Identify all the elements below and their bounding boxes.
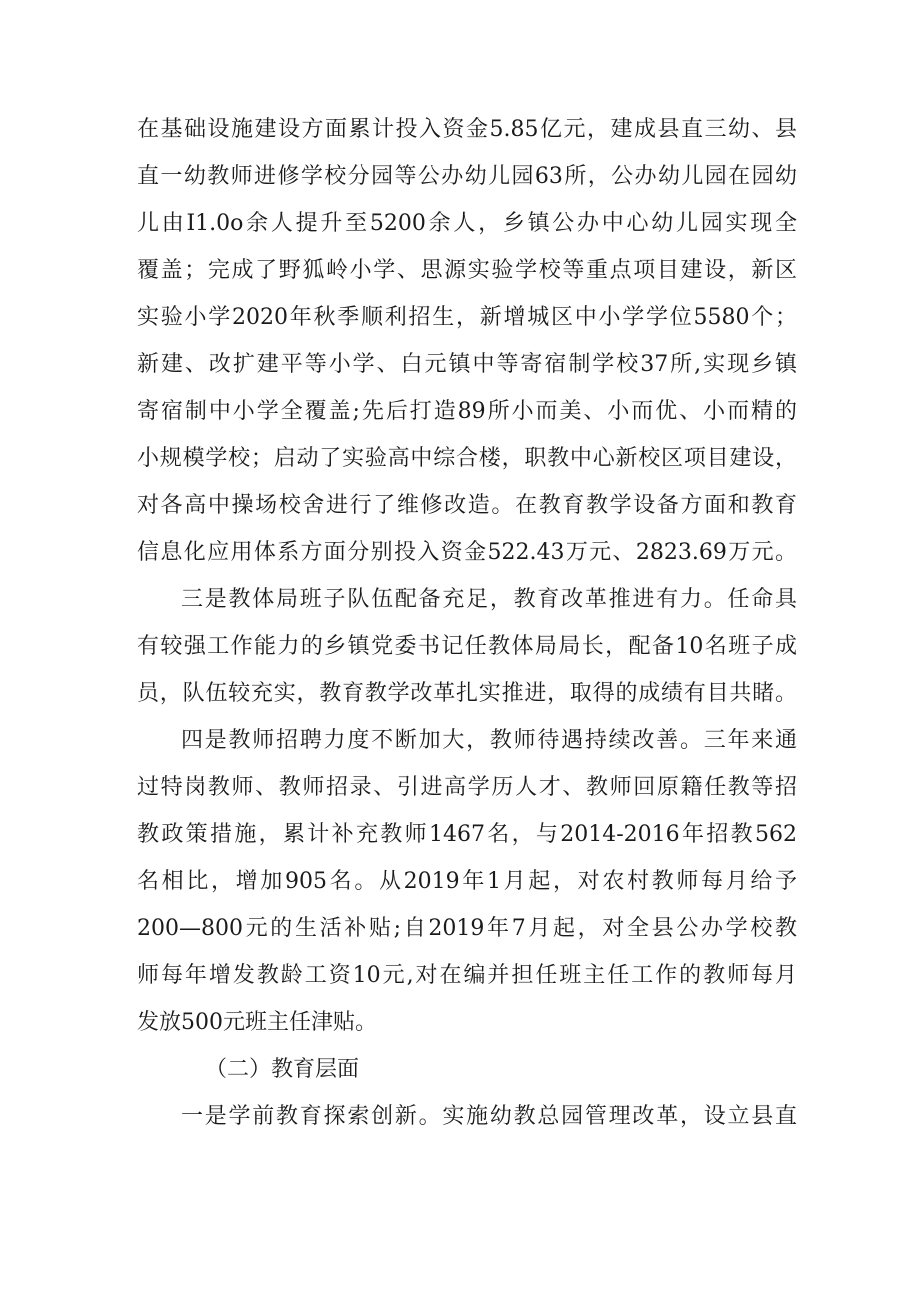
text-line: 小规模学校；启动了实验高中综合楼，职教中心新校区项目建设， [137, 446, 797, 471]
text-line: 儿由I1.0o余人提升至5200余人，乡镇公办中心幼儿园实现全 [137, 211, 797, 236]
text-line: 有较强工作能力的乡镇党委书记任教体局局长，配备10名班子成 [137, 634, 797, 659]
text-line: 师每年增发教龄工资10元,对在编并担任班主任工作的教师每月 [137, 963, 797, 988]
paragraph-start-line: 一是学前教育探索创新。实施幼教总园管理改革，设立县直 [181, 1104, 797, 1129]
paragraph-end-line: 发放500元班主任津贴。 [137, 1010, 377, 1035]
text-line: 实验小学2020年秋季顺利招生，新增城区中小学学位5580个； [137, 305, 797, 330]
text-line: 新建、改扩建平等小学、白元镇中等寄宿制学校37所,实现乡镇 [137, 352, 797, 377]
text-line: 覆盖；完成了野狐岭小学、思源实验学校等重点项目建设，新区 [137, 258, 797, 283]
text-line: 200—800元的生活补贴;自2019年7月起，对全县公办学校教 [137, 916, 797, 941]
document-body [137, 106, 797, 1140]
paragraph-start-line: 三是教体局班子队伍配备充足，教育改革推进有力。任命具 [181, 587, 797, 612]
text-line: 教政策措施，累计补充教师1467名，与2014-2016年招教562 [137, 822, 797, 847]
text-line: 过特岗教师、教师招录、引进高学历人才、教师回原籍任教等招 [137, 775, 797, 800]
text-line: 直一幼教师进修学校分园等公办幼儿园63所，公办幼儿园在园幼 [137, 164, 797, 189]
text-line: 在基础设施建设方面累计投入资金5.85亿元，建成县直三幼、县 [137, 117, 797, 142]
text-line: 员，队伍较充实，教育教学改革扎实推进，取得的成绩有目共睹。 [137, 681, 797, 706]
text-line: 寄宿制中小学全覆盖;先后打造89所小而美、小而优、小而精的 [137, 399, 797, 424]
text-line: 对各高中操场校舍进行了维修改造。在教育教学设备方面和教育 [137, 493, 797, 518]
section-heading: （二）教育层面 [205, 1057, 360, 1082]
text-line: 名相比，增加905名。从2019年1月起，对农村教师每月给予 [137, 869, 797, 894]
paragraph-start-line: 四是教师招聘力度不断加大，教师待遇持续改善。三年来通 [181, 728, 797, 753]
text-line: 信息化应用体系方面分别投入资金522.43万元、2823.69万元。 [137, 540, 797, 565]
